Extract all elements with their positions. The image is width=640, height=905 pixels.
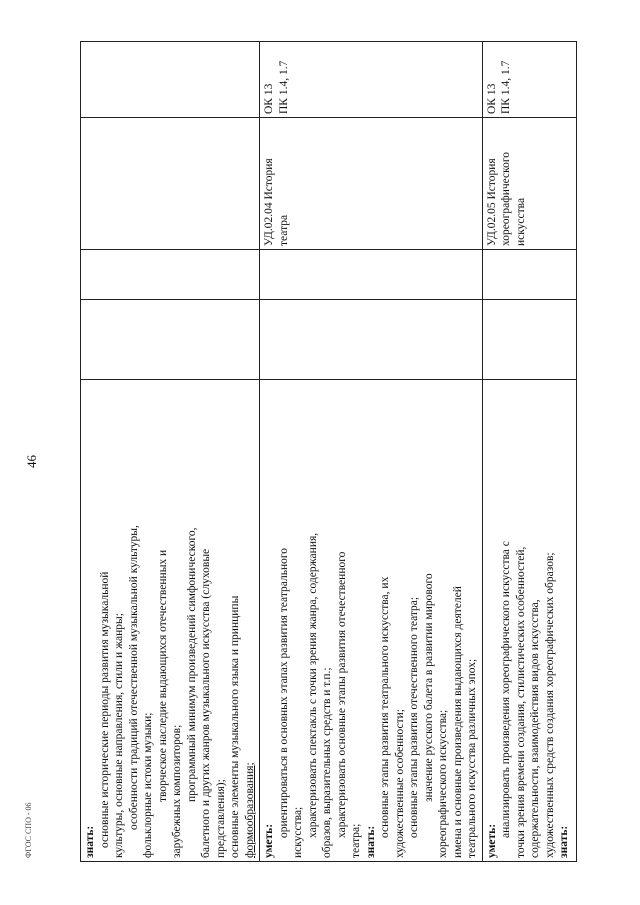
requirement-line: уметь:: [263, 823, 275, 858]
requirement-line: характеризовать основные этапы развития отечественного: [335, 551, 348, 838]
competencies-cell: [482, 42, 576, 118]
requirement-line: творческое наследие выдающихся отечественных и: [156, 549, 169, 802]
requirement-line: значение русского балета в развитии мирового: [422, 573, 435, 802]
requirement-line: зарубежных композиторов;: [171, 724, 183, 858]
curriculum-table: [80, 41, 577, 862]
discipline-name: УД.02.04 История театра: [263, 158, 290, 246]
requirement-line: анализировать произведения хореографического искусства с: [500, 541, 512, 838]
competency-pk: ПК 1.4, 1.7: [277, 60, 290, 114]
requirement-line: знать:: [364, 825, 377, 858]
requirements-cell: [81, 380, 260, 862]
competencies-cell: [81, 42, 260, 118]
requirement-line: особенности традиций отечественной музыкальной культуры,: [127, 525, 140, 830]
competency-ok: ОК 13: [485, 83, 498, 114]
requirement-line: знать:: [558, 825, 570, 858]
requirement-line: основные исторические периоды развития музыкальной: [98, 571, 111, 848]
discipline-cell: [260, 118, 483, 250]
page-number: 46: [24, 455, 39, 468]
requirement-line: ориентироваться в основных этапах развития театрального: [277, 547, 290, 838]
requirement-line: хореографического искусства;: [437, 709, 449, 858]
requirement-line: художественные особенности;: [393, 709, 406, 858]
empty-cell: [81, 250, 260, 300]
requirement-line: основные этапы развития отечественного театра;: [408, 596, 420, 838]
empty-cell: [260, 300, 483, 380]
requirement-line: знать:: [84, 825, 96, 858]
requirement-line: художественных средств создания хореографических образов;: [543, 552, 556, 858]
requirement-line: фольклорные истоки музыки;: [142, 712, 154, 858]
requirement-line: образов, выразительных средств и т.п.;: [321, 667, 333, 858]
empty-cell: [482, 300, 576, 380]
requirement-line: содержательности, взаимодействия видов искусства,: [529, 599, 541, 858]
discipline-cell: [81, 118, 260, 250]
requirement-line: имена и основные произведения выдающихся деятелей: [451, 586, 464, 858]
competency-pk: ПК 1.4, 1.7: [500, 60, 512, 114]
requirement-line: культуры, основные направления, стили и жанры;: [113, 613, 125, 858]
requirement-line: искусства;: [292, 806, 304, 858]
discipline-cell: [482, 118, 576, 250]
table-row: [81, 42, 260, 862]
requirement-line: театрального искусства различных эпох;: [466, 658, 478, 858]
table-row: [260, 42, 483, 862]
discipline-name: УД.02.05 История хореографического искусства: [485, 151, 527, 246]
requirement-line: балетного и других жанров музыкального искусства (слуховые: [200, 548, 212, 858]
empty-cell: [482, 250, 576, 300]
requirements-cell: [260, 380, 483, 862]
empty-cell: [81, 300, 260, 380]
footer-code: ФГОС СПО - 06: [24, 802, 33, 858]
empty-cell: [260, 250, 483, 300]
requirement-line: программный минимум произведений симфонического,: [185, 527, 198, 802]
requirement-line: представления);: [214, 779, 227, 858]
requirement-line: точки зрения времени создания, стилистических особенностей,: [514, 546, 527, 858]
requirement-line: театра;: [350, 823, 362, 858]
requirement-line: формообразования;: [243, 762, 256, 858]
table-row: [482, 42, 576, 862]
rotated-table-container: [80, 42, 570, 862]
requirement-line: уметь:: [485, 823, 498, 858]
requirements-cell: [482, 380, 576, 862]
requirement-line: характеризовать спектакль с точки зрения жанра, содержания,: [306, 532, 319, 838]
competency-ok: ОК 13: [263, 83, 275, 114]
requirement-line: основные этапы развития театрального искусства, их: [379, 576, 391, 838]
competencies-cell: [260, 42, 483, 118]
requirement-line: основные элементы музыкального языка и принципы: [229, 595, 241, 858]
